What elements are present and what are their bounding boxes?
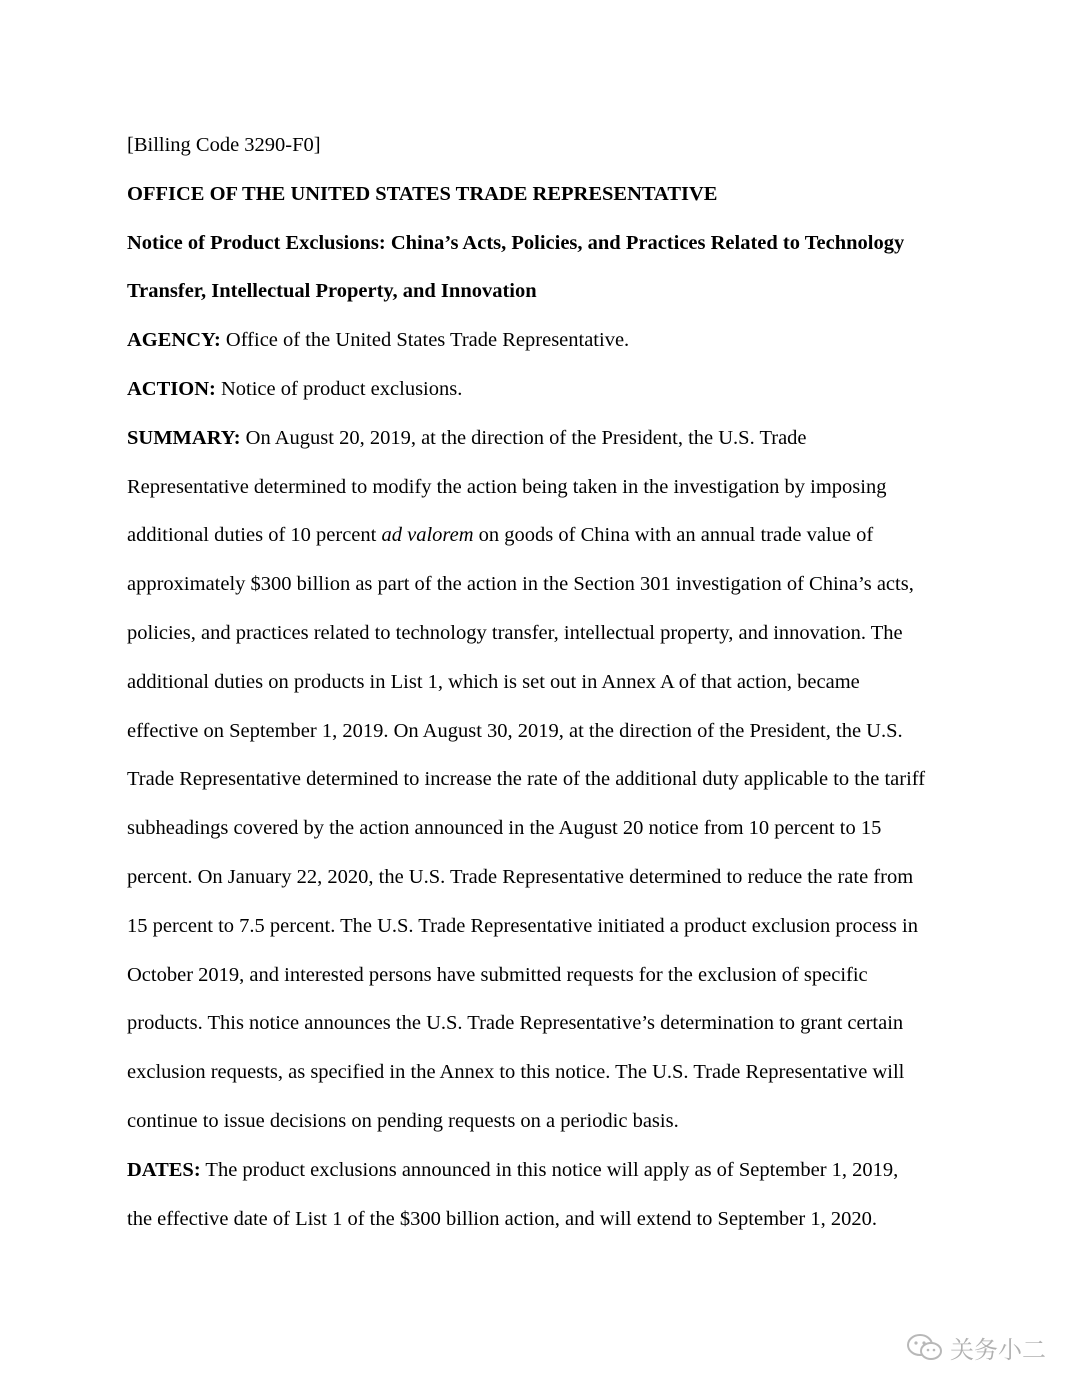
document-page [127, 121, 967, 1243]
summary-line-4: approximately $300 billion as part of the action in the Section 301 investigation of China’s acts, [127, 573, 914, 596]
summary-label: SUMMARY: [127, 426, 241, 449]
agency-text: Office of the United States Trade Representative. [220, 329, 630, 352]
summary-line-8: Trade Representative determined to increase the rate of the additional duty applicable to the tariff [127, 768, 926, 791]
summary-line-2: Representative determined to modify the action being taken in the investigation by imposing [127, 475, 887, 498]
summary-line-3 [127, 511, 967, 560]
summary-line-10: percent. On January 22, 2020, the U.S. Trade Representative determined to reduce the rate from [127, 865, 914, 888]
summary-line-5: policies, and practices related to technology transfer, intellectual property, and innovation. The [127, 621, 903, 644]
action-label: ACTION: [127, 377, 216, 400]
agency-line [127, 316, 967, 365]
notice-title-line1: Notice of Product Exclusions: China’s Acts, Policies, and Practices Related to Technology [127, 231, 905, 254]
summary-text-1: On August 20, 2019, at the direction of the President, the U.S. Trade [240, 426, 807, 449]
action-text: Notice of product exclusions. [215, 377, 463, 400]
watermark [906, 1330, 1046, 1365]
action-line [127, 365, 967, 414]
summary-line-1 [127, 414, 967, 463]
dates-line-2: the effective date of List 1 of the $300 billion action, and will extend to September 1, 2020. [127, 1207, 877, 1230]
dates-label: DATES: [127, 1158, 201, 1181]
wechat-icon [906, 1333, 944, 1363]
summary-line-9: subheadings covered by the action announced in the August 20 notice from 10 percent to 15 [127, 817, 882, 840]
summary-line-14: exclusion requests, as specified in the Annex to this notice. The U.S. Trade Representative will [127, 1061, 905, 1084]
summary-text-3a: additional duties of 10 percent [127, 524, 382, 547]
dates-text-1: The product exclusions announced in this notice will apply as of September 1, 2019, [200, 1158, 899, 1181]
summary-line-15: continue to issue decisions on pending requests on a periodic basis. [127, 1109, 679, 1132]
ad-valorem-italic: ad valorem [381, 524, 474, 547]
notice-title-line2: Transfer, Intellectual Property, and Innovation [127, 280, 537, 303]
summary-line-6: additional duties on products in List 1, which is set out in Annex A of that action, became [127, 670, 860, 693]
summary-line-11: 15 percent to 7.5 percent. The U.S. Trade Representative initiated a product exclusion process in [127, 914, 918, 937]
office-heading: OFFICE OF THE UNITED STATES TRADE REPRESENTATIVE [127, 182, 718, 205]
dates-line-1 [127, 1146, 967, 1195]
summary-line-7: effective on September 1, 2019. On August 30, 2019, at the direction of the President, the U.S. [127, 719, 903, 742]
billing-code: [Billing Code 3290-F0] [127, 134, 321, 156]
summary-line-13: products. This notice announces the U.S. Trade Representative’s determination to grant certain [127, 1012, 904, 1035]
agency-label: AGENCY: [127, 329, 221, 352]
summary-text-3b: on goods of China with an annual trade value of [473, 524, 874, 547]
summary-line-12: October 2019, and interested persons have submitted requests for the exclusion of specific [127, 963, 868, 986]
watermark-text: 关务小二 [950, 1336, 1046, 1364]
